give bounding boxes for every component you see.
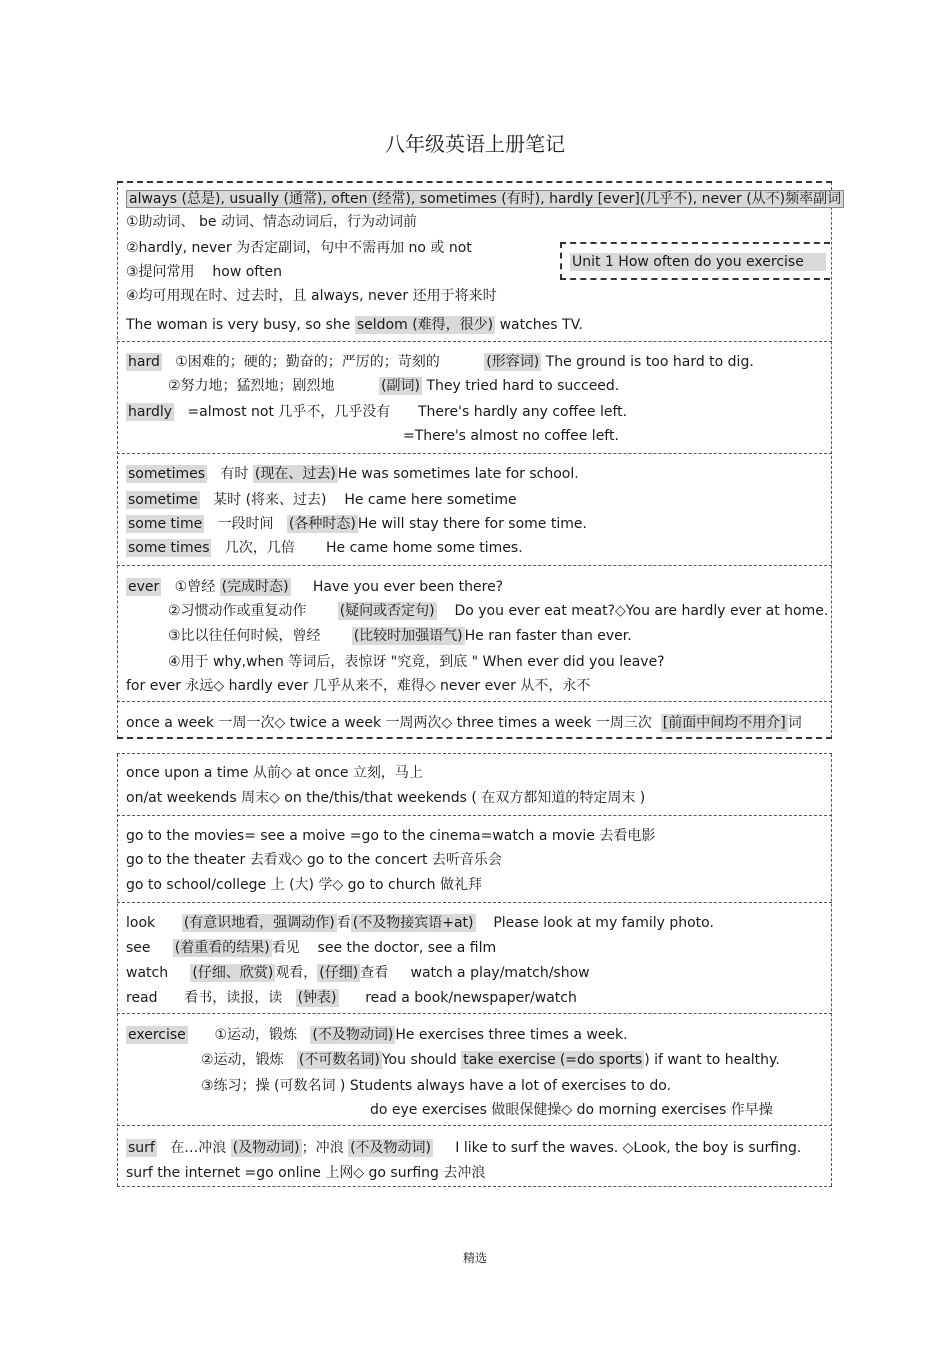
note-line: surf the internet =go online 上网◇ go surfing 去冲浪 [126, 1165, 486, 1181]
vocab-word: sometimes [128, 466, 206, 482]
example-text: He exercises three times a week. [395, 1027, 628, 1043]
vocab-word: sometime [128, 492, 198, 508]
meaning: ①运动，锻炼 [214, 1027, 298, 1043]
highlight-term: (=do sports [559, 1052, 643, 1068]
part-of-speech-tag: (不及物动词) [350, 1140, 431, 1156]
vocab-word: hard [128, 354, 160, 370]
divider [117, 181, 832, 183]
note-text: ③提问常用 [126, 264, 195, 280]
tense-tag: (各种时态) [288, 516, 356, 532]
vocab-word: read [126, 990, 158, 1006]
example-text: watches TV. [499, 317, 583, 333]
usage-tag: (仔细、欣赏) [192, 965, 274, 981]
note-line [126, 403, 390, 421]
example-text: He was sometimes late for school. [337, 466, 579, 482]
meaning: 在…冲浪 [170, 1140, 227, 1156]
example-text: The woman is very busy, so she [126, 317, 351, 333]
meaning: ①困难的；硬的；勤奋的；严厉的；苛刻的 [175, 354, 440, 370]
note-line [168, 377, 619, 395]
note-line [201, 1051, 780, 1069]
divider [117, 902, 832, 903]
divider [117, 565, 832, 566]
meaning: 观看， [275, 965, 318, 981]
part-of-speech-tag: (及物动词) [232, 1140, 300, 1156]
usage-tag: (钟表) [297, 990, 337, 1006]
note-line [126, 539, 523, 557]
meaning: ③比以往任何时候，曾经 [168, 628, 321, 644]
note-line [168, 627, 632, 645]
note-line [126, 989, 577, 1007]
example-text: watch a play/match/show [410, 965, 590, 981]
note-line: on/at weekends 周末◇ on the/this/that weekends ( 在双方都知道的特定周末 ) [126, 790, 646, 806]
example-text: Have you ever been there? [312, 579, 504, 595]
note-line [168, 602, 828, 620]
note-line [126, 964, 590, 982]
example-text: see the doctor, see a film [317, 940, 497, 956]
meaning: ②运动，锻炼 [201, 1052, 284, 1068]
meaning: ②习惯动作或重复动作 [168, 603, 307, 619]
note-line: for ever 永远◇ hardly ever 几乎从来不，难得◇ never ever 从不，永不 [126, 678, 591, 694]
divider [117, 1186, 832, 1187]
usage-tag: (比较时加强语气) [353, 628, 463, 644]
note-line: do eye exercises 做眼保健操◇ do morning exercises 作早操 [370, 1102, 773, 1118]
vocab-word: surf [128, 1140, 155, 1156]
note-line [126, 353, 754, 371]
vocab-word: some time [128, 516, 203, 532]
divider [117, 1125, 832, 1126]
note-tag: [前面中间均不用介] [662, 715, 786, 731]
example-text: You should [381, 1052, 457, 1068]
meaning: ①曾经 [174, 579, 216, 595]
example-text: I like to surf the waves. ◇Look, the boy is surfing. [455, 1140, 802, 1156]
example-text: They tried hard to succeed. [426, 378, 620, 394]
note-line [126, 939, 496, 957]
note-line: ④用于 why,when 等词后，表惊讶 "究竟，到底 " When ever did you leave? [168, 654, 665, 670]
vocab-word: see [126, 940, 151, 956]
example-sentence [126, 316, 583, 334]
note-line: ②hardly, never 为否定副词，句中不需再加 no 或 not [126, 240, 472, 256]
example-sentence: There's hardly any coffee left. [418, 404, 628, 420]
divider [117, 453, 832, 454]
note-line [126, 515, 587, 533]
note-line [126, 263, 282, 281]
usage-tag: (有意识地看，强调动作) [183, 915, 335, 931]
note-line [126, 914, 714, 932]
example-sentence: =There's almost no coffee left. [403, 428, 619, 444]
meaning: 几次，几倍 [224, 540, 295, 556]
divider [117, 753, 832, 754]
unit-title-text: Unit 1 How often do you exercise [570, 253, 826, 271]
example-text: He came here sometime [344, 492, 517, 508]
note-line: ③练习；操 (可数名词 ) Students always have a lot of exercises to do. [201, 1078, 672, 1094]
divider [117, 815, 832, 816]
meaning: 有时 [220, 466, 249, 482]
highlight-term: seldom (难得，很少) [356, 317, 494, 333]
usage-tag: (着重看的结果) [174, 940, 270, 956]
vocab-word: ever [128, 579, 160, 595]
meaning: 看见 [271, 940, 300, 956]
note-line [126, 578, 503, 596]
example-text: He came home some times. [326, 540, 523, 556]
meaning: =almost not 几乎不，几乎没有 [187, 404, 391, 420]
vocab-word: look [126, 915, 156, 931]
vocab-word: watch [126, 965, 169, 981]
page-footer: 精选 [462, 1251, 487, 1265]
example-text: He will stay there for some time. [357, 516, 587, 532]
note-line: go to the movies= see a moive =go to the cinema=watch a movie 去看电影 [126, 828, 656, 844]
note-line: go to the theater 去看戏◇ go to the concert 去听音乐会 [126, 852, 502, 868]
meaning: ②努力地；猛烈地；剧烈地 [168, 378, 335, 394]
frequency-adverbs-header [126, 190, 844, 208]
example-text: The ground is too hard to dig. [545, 354, 754, 370]
highlight-term: take exercise [463, 1052, 556, 1068]
part-of-speech-tag: (不及物动词) [312, 1027, 394, 1043]
note-line: ④均可用现在时、过去时，且 always, never 还用于将来时 [126, 288, 497, 304]
note-text: 词 [787, 715, 802, 731]
vocab-word: some times [128, 540, 210, 556]
unit-title [570, 253, 826, 271]
usage-tag: (完成时态) [221, 579, 289, 595]
note-text: how often [212, 264, 282, 280]
page-title: 八年级英语上册笔记 [385, 132, 565, 156]
meaning: 查看 [360, 965, 389, 981]
tense-tag: (将来、过去) [245, 492, 327, 508]
usage-tag: (仔细) [319, 965, 359, 981]
note-line: go to school/college 上 (大) 学◇ go to church 做礼拜 [126, 877, 482, 893]
part-of-speech-tag: (形容词) [486, 354, 540, 370]
tense-tag: (现在、过去) [254, 466, 336, 482]
note-line [126, 714, 802, 732]
usage-tag: (不及物接宾语+at) [352, 915, 474, 931]
meaning: 看书，读报，读 [184, 990, 283, 1006]
note-line: ①助动词、 be 动词、情态动词后，行为动词前 [126, 214, 417, 230]
frequency-adverbs-text: always (总是), usually (通常), often (经常), sometimes (有时), hardly [ever](几乎不), never (从不)频率副词 [126, 190, 844, 208]
example-text: Please look at my family photo. [493, 915, 714, 931]
meaning: 一段时间 [217, 516, 274, 532]
vocab-word: hardly [128, 404, 173, 420]
example-text: He ran faster than ever. [464, 628, 632, 644]
divider [117, 341, 832, 342]
divider [117, 701, 832, 702]
divider [117, 1013, 832, 1014]
meaning: ；冲浪 [301, 1140, 344, 1156]
phrase-list: once a week 一周一次◇ twice a week 一周两次◇ three times a week 一周三次 [126, 715, 652, 731]
vocab-word: exercise [128, 1027, 186, 1043]
note-line [126, 491, 517, 509]
usage-tag: (疑问或否定句) [339, 603, 435, 619]
example-text: read a book/newspaper/watch [365, 990, 577, 1006]
divider [117, 737, 832, 739]
note-line [126, 1139, 801, 1157]
note-line [126, 1026, 628, 1044]
meaning: 看 [336, 915, 351, 931]
part-of-speech-tag: (不可数名词) [298, 1052, 380, 1068]
note-line: once upon a time 从前◇ at once 立刻，马上 [126, 765, 423, 781]
example-text: ) if want to healthy. [644, 1052, 780, 1068]
meaning: 某时 [213, 492, 242, 508]
example-text: Do you ever eat meat?◇You are hardly ever at home. [454, 603, 829, 619]
note-line [126, 465, 579, 483]
part-of-speech-tag: (副词) [381, 378, 421, 394]
